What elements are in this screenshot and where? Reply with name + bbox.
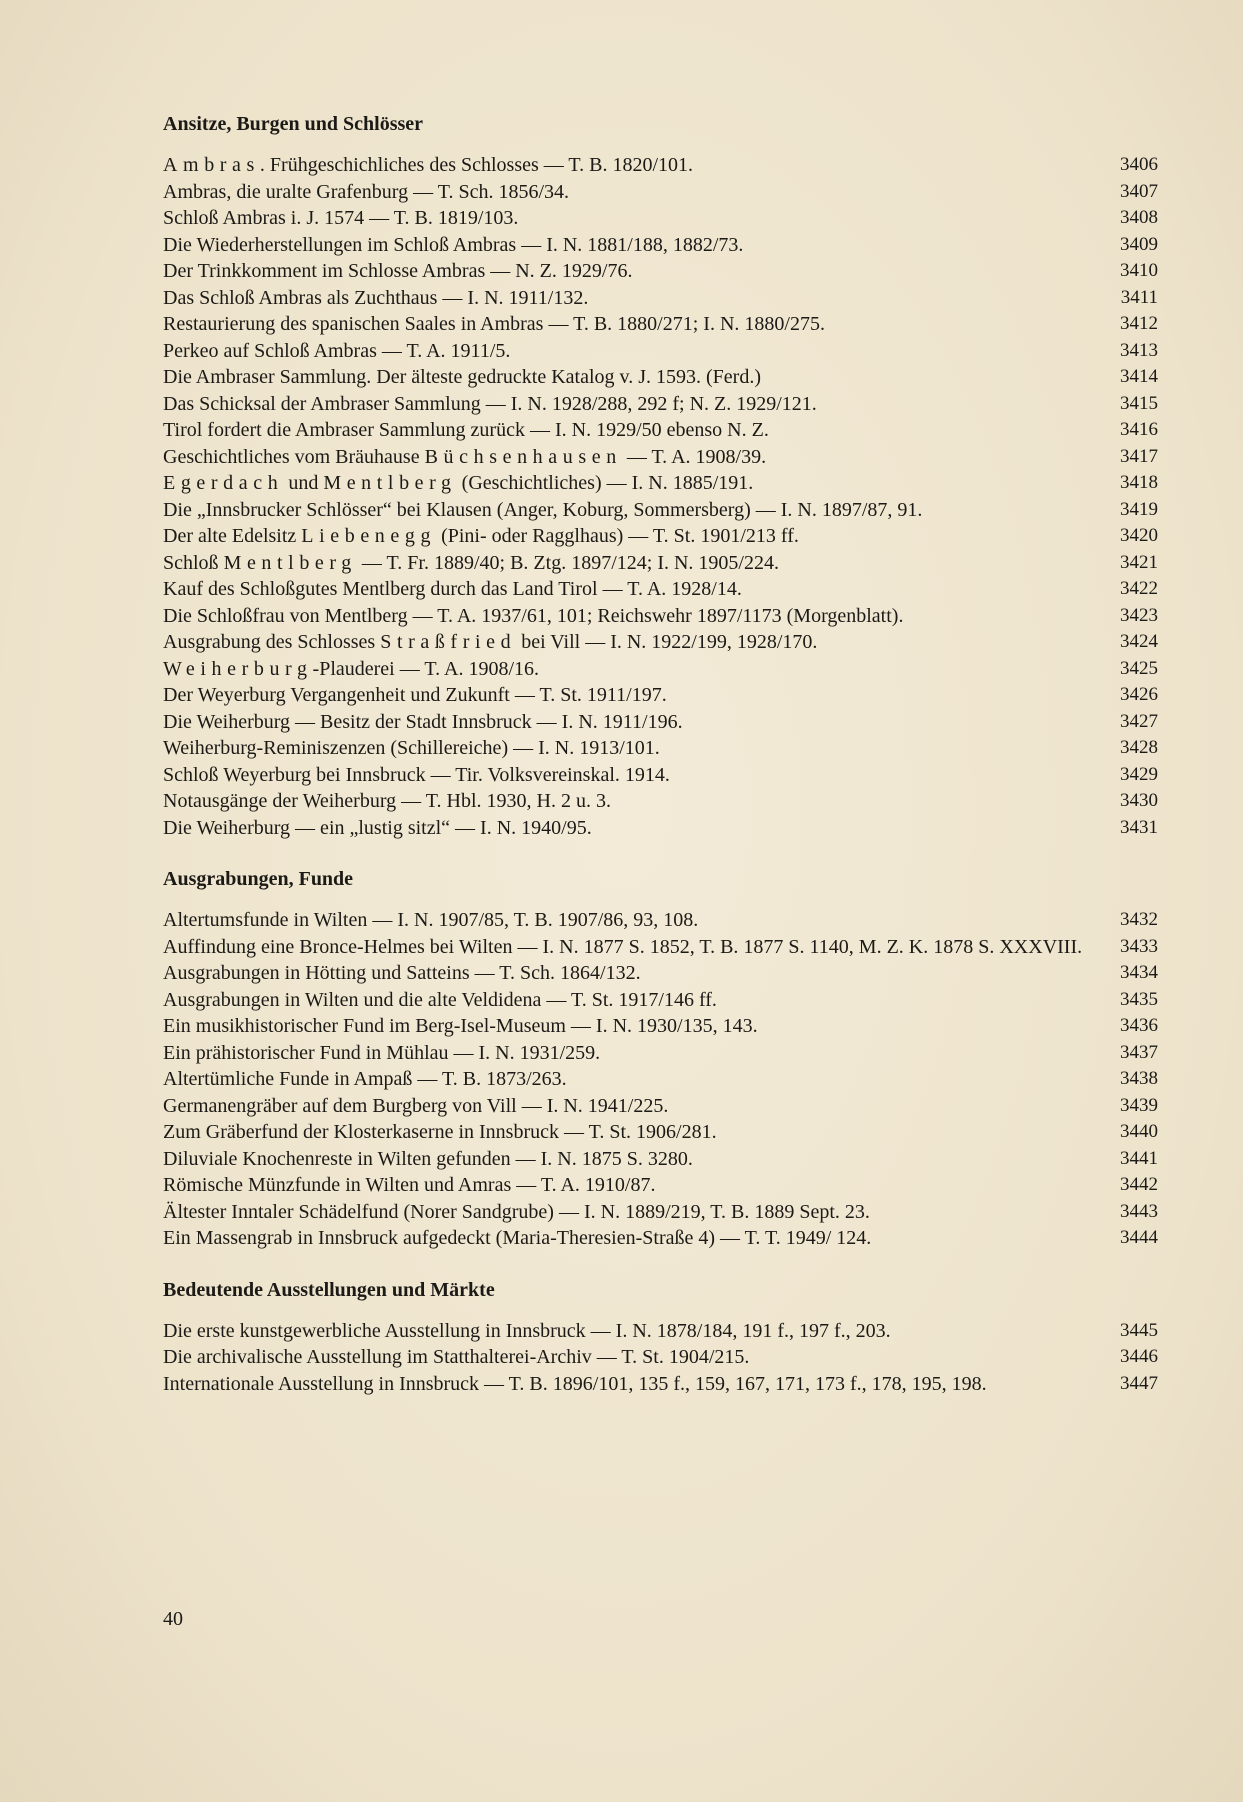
- spaced-place-name: Egerdach: [163, 472, 284, 494]
- entry-number: 3417: [1120, 445, 1158, 467]
- entry-text: [163, 311, 1106, 338]
- index-entry: [163, 1225, 1158, 1252]
- index-entry: [163, 1013, 1158, 1040]
- entry-text-segment: Die Wiederherstellungen im Schloß Ambras — I. N. 1881/188, 1882/73.: [163, 233, 744, 256]
- entry-number: 3438: [1120, 1068, 1158, 1089]
- index-entry: [163, 960, 1158, 987]
- entry-text: [163, 497, 1106, 524]
- index-entry: [163, 815, 1158, 842]
- entry-text-segment: und: [283, 472, 324, 494]
- entry-number: 3433: [1120, 935, 1158, 957]
- entry-number: 3432: [1120, 909, 1158, 930]
- entry-number: 3443: [1120, 1200, 1158, 1222]
- entry-text: [163, 682, 1106, 709]
- entry-text: [163, 1199, 1106, 1226]
- entry-text-segment: -Plauderei — T. A. 1908/16.: [312, 657, 540, 680]
- entry-text-segment: — T. A. 1908/39.: [621, 445, 767, 468]
- entry-text: [163, 232, 1106, 259]
- entry-text-segment: (Pini- oder Ragglhaus) — T. St. 1901/213 ff.: [436, 525, 799, 547]
- entry-text-segment: Zum Gräberfund der Klosterkaserne in Innsbruck — T. St. 1906/281.: [163, 1121, 717, 1143]
- index-entry: [163, 444, 1158, 471]
- entry-text-segment: (Geschichtliches) — I. N. 1885/191.: [456, 472, 754, 494]
- entry-text: [163, 1040, 1106, 1067]
- entry-number: 3415: [1120, 392, 1158, 414]
- entry-text: [163, 1093, 1106, 1120]
- entry-text: [163, 338, 1106, 365]
- entry-text-segment: Auffindung eine Bronce-Helmes bei Wilten — I. N. 1877 S. 1852, T. B. 1877 S. 1140, M. Z. K. 1878 S. XXXVIII.: [163, 935, 1083, 958]
- index-entry: [163, 285, 1158, 312]
- entry-text-segment: Ausgrabung des Schlosses: [163, 631, 381, 653]
- entry-number: 3439: [1120, 1094, 1158, 1116]
- entry-text-segment: Der Trinkkomment im Schlosse Ambras — N. Z. 1929/76.: [163, 260, 633, 282]
- spaced-place-name: Mentlberg: [323, 472, 457, 494]
- index-entry: [163, 152, 1158, 179]
- entry-number: 3427: [1120, 710, 1158, 732]
- entry-text-segment: Die Weiherburg — Besitz der Stadt Innsbruck — I. N. 1911/196.: [163, 710, 683, 733]
- index-entry: [163, 629, 1158, 656]
- index-entry: [163, 603, 1158, 630]
- entry-text: [163, 629, 1106, 656]
- entry-text-segment: Das Schloß Ambras als Zuchthaus — I. N. 1911/132.: [163, 286, 589, 309]
- entry-text: [163, 444, 1106, 471]
- page-number: 40: [163, 1608, 183, 1630]
- entry-number: 3445: [1120, 1319, 1158, 1341]
- entry-text: [163, 656, 1106, 683]
- entry-number: 3407: [1120, 180, 1158, 202]
- index-entry: [163, 1119, 1158, 1146]
- entry-number: 3418: [1120, 472, 1158, 493]
- index-entry: [163, 497, 1158, 524]
- entry-text: [163, 523, 1106, 550]
- index-entry: [163, 417, 1158, 444]
- section-heading: Ansitze, Burgen und Schlösser: [163, 113, 424, 135]
- entry-text: [163, 417, 1106, 444]
- entry-text-segment: Altertümliche Funde in Ampaß — T. B. 1873/263.: [163, 1068, 567, 1090]
- entry-number: 3440: [1120, 1121, 1158, 1142]
- entry-text: [163, 1066, 1106, 1093]
- entry-text-segment: Altertumsfunde in Wilten — I. N. 1907/85, T. B. 1907/86, 93, 108.: [163, 909, 699, 931]
- entry-text-segment: bei Vill — I. N. 1922/199, 1928/170.: [516, 631, 818, 653]
- entry-text-segment: Geschichtliches vom Bräuhause: [163, 445, 425, 468]
- entry-text-segment: Schloß Ambras i. J. 1574 — T. B. 1819/103.: [163, 207, 519, 229]
- entry-text-segment: Römische Münzfunde in Wilten und Amras — T. A. 1910/87.: [163, 1174, 656, 1196]
- index-entry: [163, 735, 1158, 762]
- index-entry: [163, 1199, 1158, 1226]
- entry-number: 3429: [1120, 763, 1158, 785]
- entry-number: 3409: [1120, 233, 1158, 255]
- section-heading: Bedeutende Ausstellungen und Märkte: [163, 1278, 495, 1301]
- entry-text: [163, 285, 1106, 312]
- index-entry: [163, 258, 1158, 285]
- entry-text: [163, 788, 1106, 815]
- entry-number: 3441: [1120, 1147, 1158, 1169]
- entry-text-segment: Ausgrabungen in Wilten und die alte Veldidena — T. St. 1917/146 ff.: [163, 988, 717, 1011]
- entry-text-segment: Die Schloßfrau von Mentlberg — T. A. 1937/61, 101; Reichswehr 1897/1173 (Morgenblatt).: [163, 604, 904, 627]
- entry-text: [163, 907, 1106, 934]
- entry-text: [163, 1344, 1106, 1371]
- entry-number: 3444: [1120, 1227, 1158, 1248]
- spaced-place-name: Mentlberg: [223, 551, 357, 574]
- entry-number: 3447: [1120, 1372, 1158, 1394]
- index-section: [163, 1276, 1158, 1398]
- entry-text-segment: Schloß: [163, 551, 224, 574]
- entry-number: 3436: [1120, 1015, 1158, 1036]
- index-entry: [163, 232, 1158, 259]
- index-entry: [163, 576, 1158, 603]
- entry-text-segment: Ein Massengrab in Innsbruck aufgedeckt (Maria-Theresien-Straße 4) — T. T. 1949/ 124.: [163, 1227, 872, 1249]
- entry-text: [163, 550, 1106, 577]
- entry-number: 3406: [1120, 154, 1158, 175]
- entry-number: 3426: [1120, 684, 1158, 705]
- entry-text-segment: Tirol fordert die Ambraser Sammlung zurück — I. N. 1929/50 ebenso N. Z.: [163, 419, 769, 441]
- index-entry: [163, 470, 1158, 497]
- entry-text: [163, 258, 1106, 285]
- entry-number: 3424: [1120, 631, 1158, 652]
- entry-text-segment: Notausgänge der Weiherburg — T. Hbl. 1930, H. 2 u. 3.: [163, 790, 611, 812]
- index-entry: [163, 987, 1158, 1014]
- index-entry: [163, 1172, 1158, 1199]
- entry-text: [163, 1172, 1106, 1199]
- entry-text-segment: Die Weiherburg — ein „lustig sitzl“ — I. N. 1940/95.: [163, 816, 592, 839]
- index-entry: [163, 1040, 1158, 1067]
- entry-text-segment: Die Ambraser Sammlung. Der älteste gedruckte Katalog v. J. 1593. (Ferd.): [163, 366, 761, 388]
- entry-number: 3430: [1120, 790, 1158, 811]
- spaced-place-name: Büchsenhausen: [424, 445, 622, 468]
- index-entry: [163, 934, 1158, 961]
- entry-text: [163, 735, 1106, 762]
- index-entry: [163, 1093, 1158, 1120]
- entry-number: 3428: [1120, 737, 1158, 758]
- index-entry: [163, 709, 1158, 736]
- section-heading: Ausgrabungen, Funde: [163, 868, 354, 890]
- index-entry: [163, 1146, 1158, 1173]
- index-entry: [163, 550, 1158, 577]
- index-entry: [163, 391, 1158, 418]
- entry-text-segment: Ausgrabungen in Hötting und Satteins — T. Sch. 1864/132.: [163, 962, 641, 984]
- entry-text-segment: Die erste kunstgewerbliche Ausstellung in Innsbruck — I. N. 1878/184, 191 f., 197 f., 203.: [163, 1319, 891, 1342]
- entry-text: [163, 1318, 1106, 1345]
- spaced-place-name: Straßfried: [380, 631, 517, 653]
- entry-text: [163, 934, 1106, 961]
- entry-number: 3412: [1120, 313, 1158, 334]
- entry-number: 3423: [1120, 604, 1158, 626]
- index-content: [163, 110, 1158, 1421]
- index-entry: [163, 205, 1158, 232]
- entry-text: [163, 205, 1106, 232]
- index-entry: [163, 907, 1158, 934]
- index-entry: [163, 1066, 1158, 1093]
- entry-number: 3434: [1120, 962, 1158, 983]
- entry-number: 3435: [1120, 988, 1158, 1010]
- entry-text-segment: Die archivalische Ausstellung im Statthalterei-Archiv — T. St. 1904/215.: [163, 1346, 750, 1368]
- index-entry: [163, 338, 1158, 365]
- entry-text-segment: Ein prähistorischer Fund in Mühlau — I. N. 1931/259.: [163, 1041, 601, 1064]
- entry-number: 3408: [1120, 207, 1158, 228]
- entry-number: 3446: [1120, 1346, 1158, 1367]
- entry-text: [163, 364, 1106, 391]
- entry-number: 3410: [1120, 260, 1158, 281]
- entry-text: [163, 1013, 1106, 1040]
- index-entry: [163, 656, 1158, 683]
- index-entry: [163, 762, 1158, 789]
- entry-text: [163, 1146, 1106, 1173]
- entry-text-segment: Das Schicksal der Ambraser Sammlung — I. N. 1928/288, 292 f; N. Z. 1929/121.: [163, 392, 817, 415]
- entry-text: [163, 762, 1106, 789]
- entry-text-segment: . Frühgeschichliches des Schlosses — T. B. 1820/101.: [259, 154, 694, 176]
- entry-number: 3419: [1120, 498, 1158, 520]
- entry-text: [163, 576, 1106, 603]
- entry-number: 3431: [1120, 816, 1158, 838]
- index-entry: [163, 682, 1158, 709]
- spaced-place-name: Liebenegg: [301, 525, 437, 547]
- entry-number: 3411: [1120, 286, 1158, 308]
- entry-number: 3437: [1120, 1041, 1158, 1063]
- entry-text-segment: Der alte Edelsitz: [163, 525, 302, 547]
- entry-text-segment: Kauf des Schloßgutes Mentlberg durch das Land Tirol — T. A. 1928/14.: [163, 578, 742, 600]
- index-entry: [163, 311, 1158, 338]
- index-entry: [163, 1344, 1158, 1371]
- index-entry: [163, 364, 1158, 391]
- entry-number: 3416: [1120, 419, 1158, 440]
- entry-number: 3421: [1120, 551, 1158, 573]
- entry-text-segment: Diluviale Knochenreste in Wilten gefunden — I. N. 1875 S. 3280.: [163, 1147, 693, 1170]
- entry-number: 3420: [1120, 525, 1158, 546]
- index-entry: [163, 523, 1158, 550]
- spaced-place-name: Weiherburg: [163, 657, 313, 680]
- spaced-place-name: Ambras: [163, 154, 260, 176]
- entry-text: [163, 1371, 1106, 1398]
- entry-text-segment: Perkeo auf Schloß Ambras — T. A. 1911/5.: [163, 339, 511, 362]
- entry-text: [163, 709, 1106, 736]
- index-section: [163, 110, 1158, 841]
- entry-text-segment: — T. Fr. 1889/40; B. Ztg. 1897/124; I. N. 1905/224.: [356, 551, 779, 574]
- entry-text-segment: Restaurierung des spanischen Saales in Ambras — T. B. 1880/271; I. N. 1880/275.: [163, 313, 825, 335]
- entry-text-segment: Internationale Ausstellung in Innsbruck — T. B. 1896/101, 135 f., 159, 167, 171, 173 f., 178, 195, 198.: [163, 1372, 987, 1395]
- index-entry: [163, 1371, 1158, 1398]
- entry-text: [163, 179, 1106, 206]
- entry-text: [163, 1119, 1106, 1146]
- entry-number: 3414: [1120, 366, 1158, 387]
- entry-text: [163, 1225, 1106, 1252]
- entry-text-segment: Germanengräber auf dem Burgberg von Vill — I. N. 1941/225.: [163, 1094, 669, 1117]
- index-entry: [163, 788, 1158, 815]
- entry-text-segment: Schloß Weyerburg bei Innsbruck — Tir. Volksvereinskal. 1914.: [163, 763, 670, 786]
- entry-number: 3425: [1120, 657, 1158, 679]
- entry-text: [163, 470, 1106, 497]
- entry-text-segment: Der Weyerburg Vergangenheit und Zukunft — T. St. 1911/197.: [163, 684, 667, 706]
- entry-text-segment: Weiherburg-Reminiszenzen (Schillereiche) — I. N. 1913/101.: [163, 737, 660, 759]
- entry-text-segment: Die „Innsbrucker Schlösser“ bei Klausen (Anger, Koburg, Sommersberg) — I. N. 1897/87, 91.: [163, 498, 923, 521]
- index-entry: [163, 179, 1158, 206]
- entry-number: 3442: [1120, 1174, 1158, 1195]
- index-entry: [163, 1318, 1158, 1345]
- entry-text: [163, 603, 1106, 630]
- entry-text-segment: Ein musikhistorischer Fund im Berg-Isel-Museum — I. N. 1930/135, 143.: [163, 1015, 758, 1037]
- entry-text: [163, 152, 1106, 179]
- entry-number: 3422: [1120, 578, 1158, 599]
- entry-text-segment: Ältester Inntaler Schädelfund (Norer Sandgrube) — I. N. 1889/219, T. B. 1889 Sept. 23.: [163, 1200, 870, 1223]
- index-section: [163, 865, 1158, 1252]
- entry-text-segment: Ambras, die uralte Grafenburg — T. Sch. 1856/34.: [163, 180, 570, 203]
- entry-text: [163, 391, 1106, 418]
- entry-text: [163, 987, 1106, 1014]
- entry-number: 3413: [1120, 339, 1158, 361]
- entry-text: [163, 960, 1106, 987]
- entry-text: [163, 815, 1106, 842]
